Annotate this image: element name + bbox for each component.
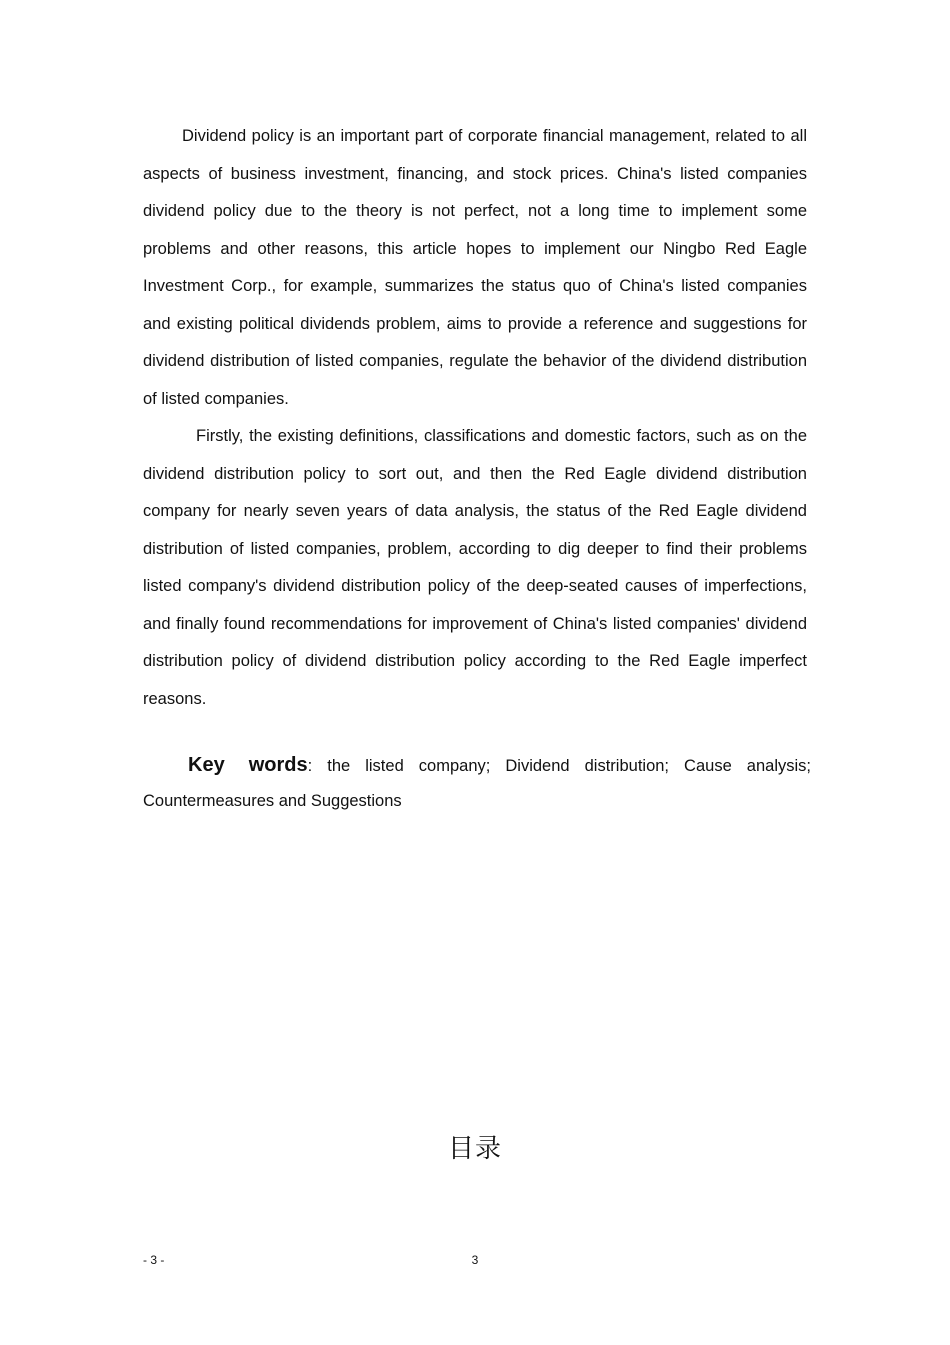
- keywords-separator: :: [307, 757, 313, 775]
- abstract-paragraph-2: Firstly, the existing definitions, classifications and domestic factors, such as on the dividend distribution policy to sort out, and then the Red Eagle dividend distribution company for nearly seven years of data analysis, the status of the Red Eagle dividend distribution of listed companies, problem, according to dig deeper to find their problems listed company's dividend distribution policy of the deep-seated causes of imperfections, and finally found recommendations for improvement of China's listed companies' dividend distribution policy of dividend distribution policy according to the Red Eagle imperfect reasons.: [143, 427, 807, 708]
- toc-title: 目录: [447, 1134, 502, 1164]
- keywords-label: Key words: [188, 754, 308, 776]
- abstract-paragraph-1: Dividend policy is an important part of corporate financial management, related to all aspects of business investment, financing, and stock prices. China's listed companies dividend policy due to the theory is not perfect, not a long time to implement some problems and other reasons, this article hopes to implement our Ningbo Red Eagle Investment Corp., for example, summarizes the status quo of China's listed companies and existing political dividends problem, aims to provide a reference and suggestions for dividend distribution of listed companies, regulate the behavior of the dividend distribution of listed companies.: [143, 127, 807, 408]
- keywords-line: [143, 748, 811, 819]
- keywords-text: the listed company; Dividend distribution; Cause analysis; Countermeasures and Suggestions: [143, 757, 811, 810]
- footer-page-number: 3: [471, 1253, 479, 1267]
- footer-page-label: - 3 -: [143, 1253, 165, 1267]
- abstract-section: [143, 118, 807, 718]
